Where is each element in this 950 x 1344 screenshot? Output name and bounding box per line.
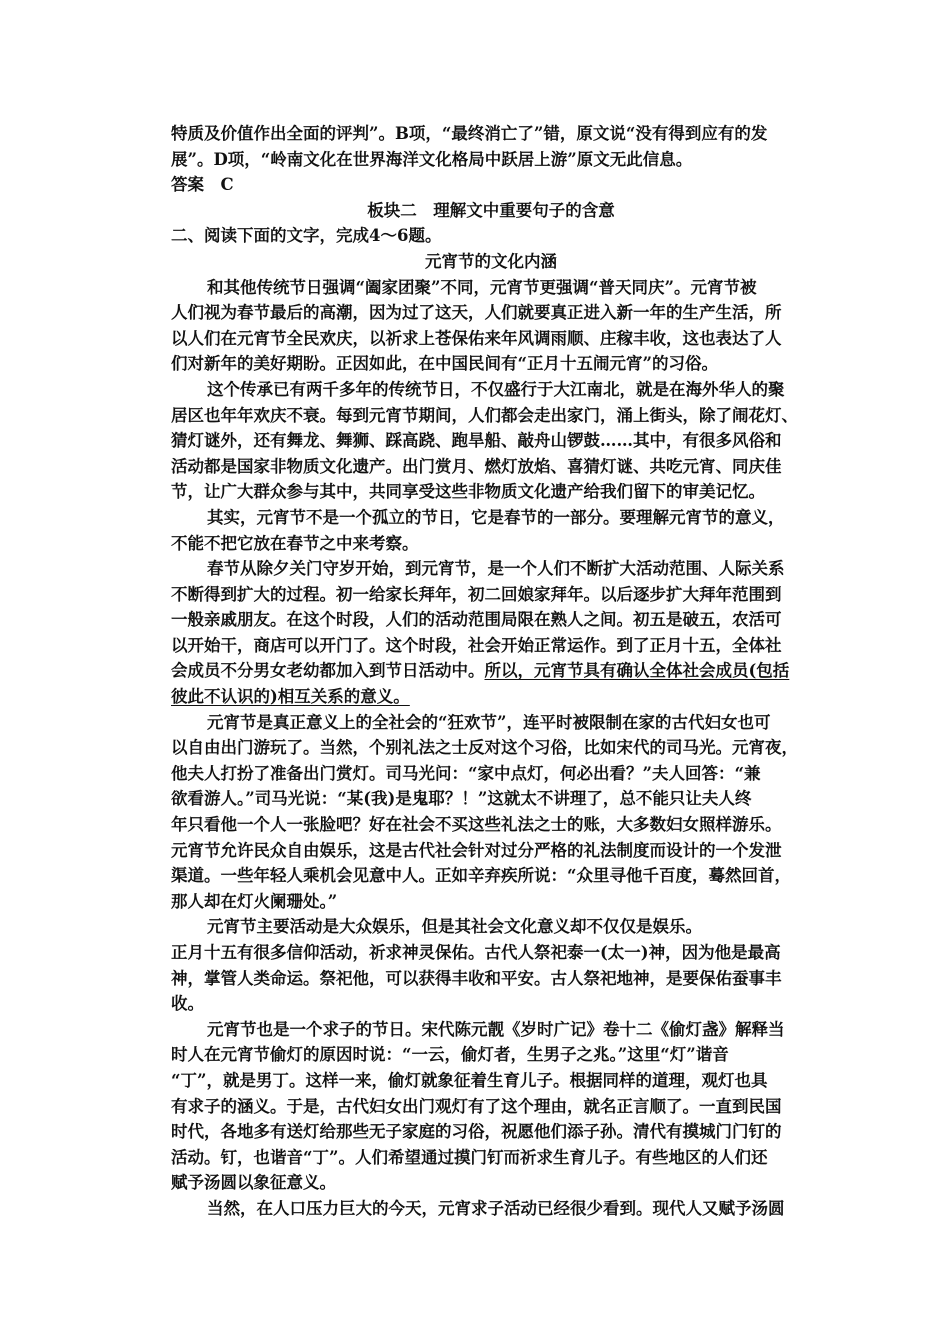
text-line (171, 172, 811, 198)
line-text: 时代，各地多有送灯给那些无子家庭的习俗，祝愿他们添子孙。清代有摸城门门钉的 (171, 1122, 782, 1142)
line-text: 有求子的涵义。于是，古代妇女出门观灯有了这个理由，就名正言顺了。一直到民国 (171, 1096, 782, 1116)
line-text: 元宵节也是一个求子的节日。宋代陈元靓《岁时广记》卷十二《偷灯盏》解释当 (207, 1019, 785, 1039)
text-line (171, 275, 811, 301)
line-text: 收。 (171, 994, 204, 1014)
line-text: 当然，在人口压力巨大的今天，元宵求子活动已经很少看到。现代人又赋予汤圆 (207, 1198, 785, 1218)
line-text: 正月十五有很多信仰活动，祈求神灵保佑。古代人祭祀泰一(太一)神，因为他是最高 (171, 943, 781, 962)
text-line (171, 351, 811, 377)
text-line (171, 300, 811, 326)
line-text: 猜灯谜外，还有舞龙、舞狮、踩高跷、跑旱船、敲舟山锣鼓……其中，有很多风俗和 (171, 431, 782, 451)
line-text: 欲看游人。”司马光说：“某(我)是鬼耶？！”这就太不讲理了，总不能只让夫人终 (171, 789, 752, 809)
line-text: 和其他传统节日强调“阖家团聚”不同，元宵节更强调“普天同庆”。元宵节被 (207, 277, 757, 297)
underlined-sentence: 所以，元宵节具有确认全体社会成员(包括 (484, 661, 790, 681)
underlined-sentence: 彼此不认识的)相互关系的意义。 (171, 687, 410, 707)
line-text: 春节从除夕关门守岁开始，到元宵节，是一个人们不断扩大活动范围、人际关系 (207, 559, 785, 579)
line-text: 活动都是国家非物质文化遗产。出门赏月、燃灯放焰、喜猜灯谜、共吃元宵、同庆佳 (171, 456, 782, 476)
text-line (171, 812, 811, 838)
text-line (171, 1145, 811, 1171)
text-line (171, 1042, 811, 1068)
line-text: 那人却在灯火阑珊处。” (171, 891, 338, 911)
text-line (171, 684, 811, 710)
line-text: 元宵节是真正意义上的全社会的“狂欢节”，连平时被限制在家的古代妇女也可 (207, 712, 771, 732)
heading-line (171, 249, 811, 275)
text-line (171, 1068, 811, 1094)
line-text: 其实，元宵节不是一个孤立的节日，它是春节的一部分。要理解元宵节的意义， (207, 507, 785, 527)
line-text: 年只看他一个人一张脸吧？好在社会不买这些礼法之士的账，大多数妇女照样游乐。 (171, 815, 782, 835)
text-line (171, 1196, 811, 1222)
line-text: 元宵节主要活动是大众娱乐，但是其社会文化意义却不仅仅是娱乐。 (207, 917, 702, 937)
line-text: 赋予汤圆以象征意义。 (171, 1173, 336, 1193)
text-line (171, 479, 811, 505)
line-text: 答案 C (171, 175, 234, 195)
text-line (171, 940, 811, 966)
text-line (171, 428, 811, 454)
text-line (171, 454, 811, 480)
line-text: 人们视为春节最后的高潮，因为过了这天，人们就要真正进入新一年的生产生活，所 (171, 303, 782, 323)
line-text: 这个传承已有两千多年的传统节日，不仅盛行于大江南北，就是在海外华人的聚 (207, 379, 785, 399)
text-line (171, 121, 811, 147)
line-text: 不断得到扩大的过程。初一给家长拜年，初二回娘家拜年。以后逐步扩大拜年范围到 (171, 584, 782, 604)
text-line (171, 786, 811, 812)
text-line (171, 1119, 811, 1145)
line-text: 以开始干，商店可以开门了。这个时段，社会开始正常运作。到了正月十五，全体社 (171, 635, 782, 655)
text-line (171, 761, 811, 787)
text-line (171, 991, 811, 1017)
text-line (171, 633, 811, 659)
line-text: 节，让广大群众参与其中，共同享受这些非物质文化遗产给我们留下的审美记忆。 (171, 482, 765, 502)
line-text: 居区也年年欢庆不衰。每到元宵节期间，人们都会走出家门，涌上街头，除了闹花灯、 (171, 405, 798, 425)
line-text: 一般亲戚朋友。在这个时段，人们的活动范围局限在熟人之间。初五是破五，农活可 (171, 610, 782, 630)
text-line (171, 377, 811, 403)
line-text: 以自由出门游玩了。当然，个别礼法之士反对这个习俗，比如宋代的司马光。元宵夜， (171, 738, 798, 758)
text-line (171, 966, 811, 992)
text-line (171, 735, 811, 761)
text-line (171, 710, 811, 736)
text-line (171, 1170, 811, 1196)
text-line (171, 1017, 811, 1043)
text-line (171, 556, 811, 582)
text-line (171, 1094, 811, 1120)
text-line (171, 531, 811, 557)
line-text: 特质及价值作出全面的评判”。B项，“最终消亡了”错，原文说“没有得到应有的发 (171, 124, 768, 143)
line-text: 们对新年的美好期盼。正因如此，在中国民间有“正月十五闹元宵”的习俗。 (171, 354, 718, 374)
line-text: 板块二 理解文中重要句子的含意 (367, 200, 615, 220)
line-text: 不能不把它放在春节之中来考察。 (171, 533, 419, 553)
line-text: 二、阅读下面的文字，完成4～6题。 (171, 226, 442, 246)
text-line (171, 914, 811, 940)
text-line (171, 607, 811, 633)
line-text: 展”。D项，“岭南文化在世界海洋文化格局中跃居上游”原文无此信息。 (171, 149, 693, 169)
text-line (171, 889, 811, 915)
line-text: 神，掌管人类命运。祭祀他，可以获得丰收和平安。古人祭祀地神，是要保佑蚕事丰 (171, 968, 782, 988)
text-line (171, 326, 811, 352)
text-line (171, 582, 811, 608)
text-line (171, 505, 811, 531)
text-line (171, 403, 811, 429)
document-body (171, 121, 811, 1222)
text-line (171, 863, 811, 889)
line-text: “丁”，就是男丁。这样一来，偷灯就象征着生育儿子。根据同样的道理，观灯也具 (171, 1070, 768, 1090)
line-text: 他夫人打扮了准备出门赏灯。司马光问：“家中点灯，何必出看？”夫人回答：“兼 (171, 763, 761, 783)
text-line (171, 658, 811, 684)
text-line (171, 147, 811, 173)
line-text: 元宵节允许民众自由娱乐，这是古代社会针对过分严格的礼法制度而设计的一个发泄 (171, 840, 782, 860)
line-text: 元宵节的文化内涵 (425, 251, 557, 271)
text-line (171, 838, 811, 864)
line-text: 渠道。一些年轻人乘机会见意中人。正如辛弃疾所说：“众里寻他千百度，蓦然回首， (171, 866, 791, 886)
heading-line (171, 198, 811, 224)
line-text: 以人们在元宵节全民欢庆，以祈求上苍保佑来年风调雨顺、庄稼丰收，这也表达了人 (171, 328, 782, 348)
line-text: 时人在元宵节偷灯的原因时说：“一云，偷灯者，生男子之兆。”这里“灯”谐音 (171, 1045, 729, 1065)
text-line (171, 223, 811, 249)
line-text: 会成员不分男女老幼都加入到节日活动中。 (171, 661, 485, 681)
line-text: 活动。钉，也谐音“丁”。人们希望通过摸门钉而祈求生育儿子。有些地区的人们还 (171, 1147, 768, 1167)
